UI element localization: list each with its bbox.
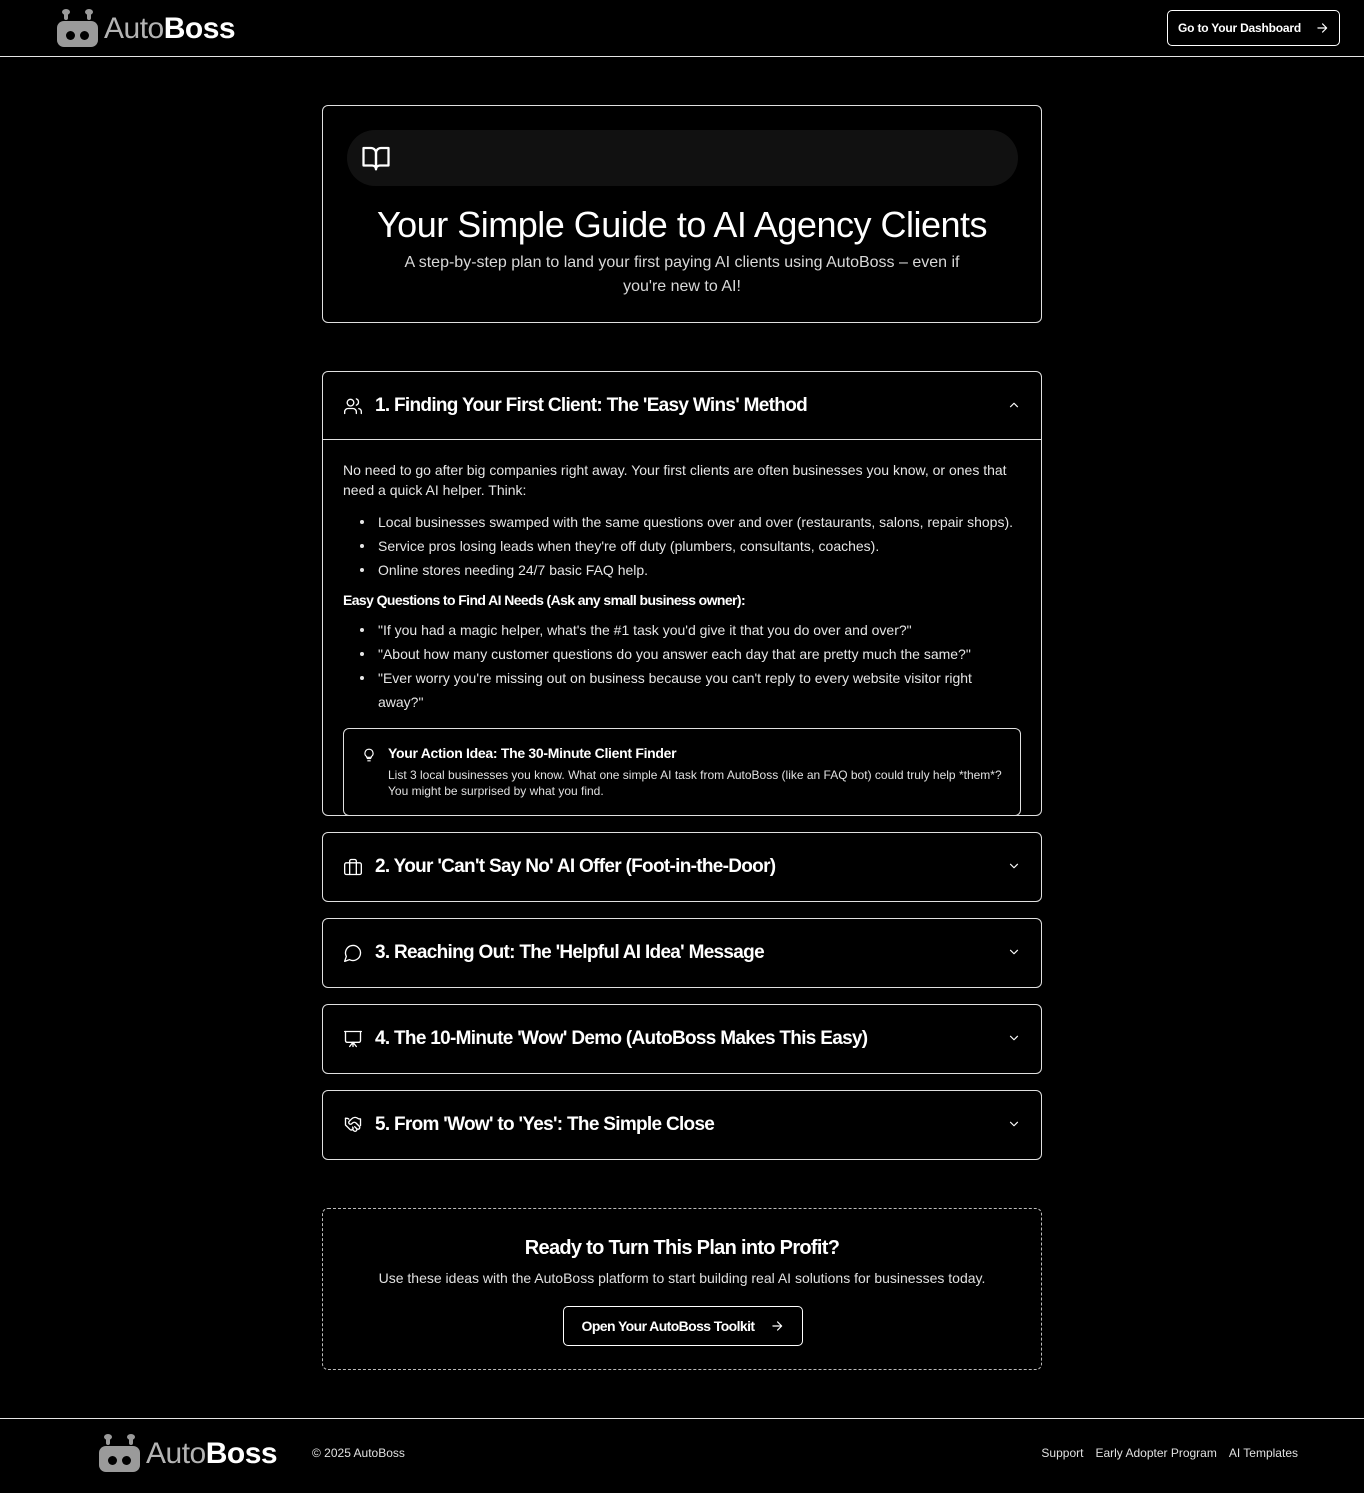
footer-link-early-adopter[interactable]: Early Adopter Program <box>1095 1446 1217 1460</box>
open-toolkit-button[interactable] <box>563 1306 803 1346</box>
action-idea-box <box>343 728 1021 816</box>
guide-hero-card <box>322 105 1042 323</box>
action-idea-text: List 3 local businesses you know. What one simple AI task from AutoBoss (like an FAQ bot) could truly help *them*? You might be surprised by what you find. <box>388 768 1002 798</box>
client-types-list <box>357 510 1021 582</box>
accordion-section-1 <box>322 371 1042 816</box>
chevron-down-icon <box>1007 859 1021 873</box>
footer-link-ai-templates[interactable]: AI Templates <box>1228 1446 1298 1460</box>
arrow-right-icon <box>1315 21 1329 35</box>
accordion-title-4: 4. The 10-Minute 'Wow' Demo (AutoBoss Makes This Easy) <box>375 1028 868 1049</box>
list-item: Service pros losing leads when they're off duty (plumbers, consultants, coaches). <box>357 534 1021 558</box>
chevron-down-icon <box>1007 945 1021 959</box>
accordion-title-5: 5. From 'Wow' to 'Yes': The Simple Close <box>375 1114 715 1135</box>
accordion-section-2 <box>322 832 1042 902</box>
accordion-title-3: 3. Reaching Out: The 'Helpful AI Idea' Message <box>375 942 764 963</box>
cta-card <box>322 1208 1042 1370</box>
lightbulb-icon <box>362 747 376 763</box>
briefcase-icon <box>343 857 363 877</box>
book-open-icon <box>361 143 391 173</box>
accordion-section-3 <box>322 918 1042 988</box>
footer-link-support[interactable]: Support <box>1041 1446 1084 1460</box>
list-item: "About how many customer questions do you answer each day that are pretty much the same?" <box>357 642 1021 666</box>
list-item: "Ever worry you're missing out on business because you can't reply to every website visitor right away?" <box>357 666 1021 714</box>
cta-title: Ready to Turn This Plan into Profit? <box>524 1237 840 1259</box>
page-title: Your Simple Guide to AI Agency Clients <box>376 204 988 245</box>
chevron-up-icon <box>1007 398 1021 412</box>
page-subtitle: A step-by-step plan to land your first paying AI clients using AutoBoss – even if you're new to AI! <box>404 254 960 295</box>
chevron-down-icon <box>1007 1117 1021 1131</box>
accordion-header-2[interactable] <box>323 833 1041 901</box>
go-to-dashboard-button[interactable] <box>1167 10 1340 46</box>
users-icon <box>343 396 363 416</box>
chevron-down-icon <box>1007 1031 1021 1045</box>
robot-logo-icon <box>57 11 98 47</box>
dashboard-button-label: Go to Your Dashboard <box>1178 21 1301 35</box>
accordion-section-5 <box>322 1090 1042 1160</box>
hero-icon-pill <box>347 130 1018 186</box>
copyright-text: © 2025 AutoBoss <box>312 1446 405 1460</box>
arrow-right-icon <box>770 1319 784 1333</box>
accordion-header-5[interactable] <box>323 1091 1041 1159</box>
message-circle-icon <box>343 943 363 963</box>
questions-subheading: Easy Questions to Find AI Needs (Ask any small business owner): <box>343 592 746 608</box>
footer-brand-logo[interactable] <box>99 1436 277 1472</box>
accordion-body-1 <box>323 440 1041 836</box>
list-item: Local businesses swamped with the same questions over and over (restaurants, salons, repair shops). <box>357 510 1021 534</box>
robot-logo-icon <box>99 1436 140 1472</box>
brand-name: AutoBoss <box>104 12 236 45</box>
presentation-icon <box>343 1029 363 1049</box>
list-item: "If you had a magic helper, what's the #1 task you'd give it that you do over and over?" <box>357 618 1021 642</box>
brand-logo[interactable] <box>57 11 235 47</box>
accordion-header-4[interactable] <box>323 1005 1041 1073</box>
accordion-header-1[interactable] <box>323 372 1041 440</box>
section-intro: No need to go after big companies right away. Your first clients are often businesses you know, or ones that need a quick AI helper. Think: <box>343 462 1007 498</box>
accordion-title-1: 1. Finding Your First Client: The 'Easy Wins' Method <box>375 394 808 416</box>
questions-list <box>357 618 1021 714</box>
handshake-icon <box>343 1115 363 1135</box>
cta-text: Use these ideas with the AutoBoss platform to start building real AI solutions for businesses today. <box>378 1270 986 1286</box>
page-footer <box>0 1418 1364 1493</box>
top-header <box>0 0 1364 57</box>
footer-links <box>1041 1446 1298 1460</box>
accordion-header-3[interactable] <box>323 919 1041 987</box>
list-item: Online stores needing 24/7 basic FAQ help. <box>357 558 1021 582</box>
brand-name: AutoBoss <box>146 1437 278 1470</box>
accordion-section-4 <box>322 1004 1042 1074</box>
toolkit-button-label: Open Your AutoBoss Toolkit <box>581 1318 755 1334</box>
action-idea-title: Your Action Idea: The 30-Minute Client Finder <box>388 745 677 761</box>
accordion-title-2: 2. Your 'Can't Say No' AI Offer (Foot-in-the-Door) <box>375 856 776 877</box>
